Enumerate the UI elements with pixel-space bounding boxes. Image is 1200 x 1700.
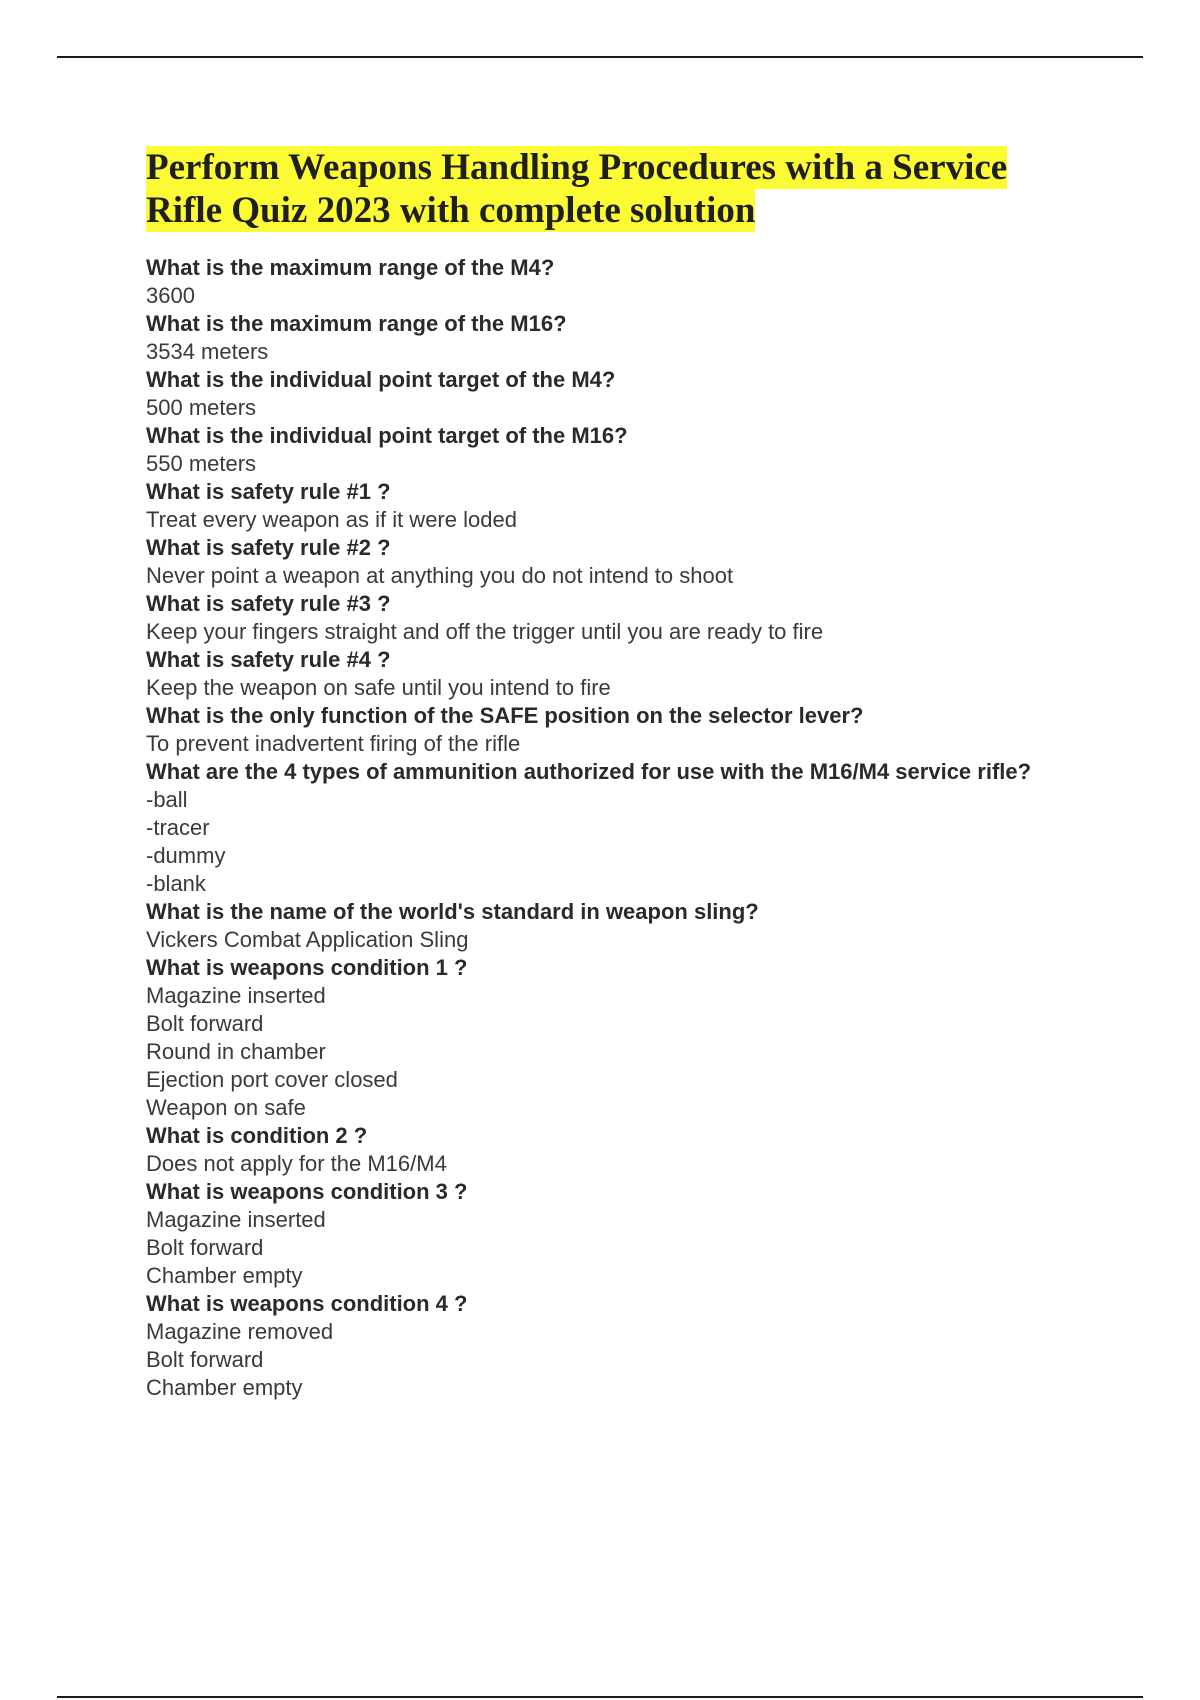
answer-line: Ejection port cover closed — [146, 1067, 398, 1092]
question: What is weapons condition 4 ? — [146, 1291, 468, 1316]
title-highlight: Perform Weapons Handling Procedures with a Service Rifle Quiz 2023 with complete solution — [146, 147, 1008, 231]
answer-line: Does not apply for the M16/M4 — [146, 1151, 447, 1176]
question: What is weapons condition 3 ? — [146, 1179, 468, 1204]
answer-line: Never point a weapon at anything you do not intend to shoot — [146, 563, 734, 588]
qa-list — [146, 254, 1086, 1402]
question: What is weapons condition 1 ? — [146, 955, 468, 980]
question: What is safety rule #3 ? — [146, 591, 391, 616]
answer-line: Treat every weapon as if it were loded — [146, 507, 517, 532]
answer-line: Magazine inserted — [146, 1207, 326, 1232]
answer-line: Bolt forward — [146, 1235, 264, 1260]
answer-line: 3600 — [146, 283, 195, 308]
question: What is the name of the world's standard in weapon sling? — [146, 899, 759, 924]
question: What is safety rule #2 ? — [146, 535, 391, 560]
question: What is safety rule #1 ? — [146, 479, 391, 504]
answer-line: Round in chamber — [146, 1039, 326, 1064]
answer-line: Weapon on safe — [146, 1095, 306, 1120]
question: What is the maximum range of the M4? — [146, 255, 555, 280]
answer-line: -dummy — [146, 843, 226, 868]
answer-line: Chamber empty — [146, 1375, 303, 1400]
question: What is the maximum range of the M16? — [146, 311, 567, 336]
bottom-rule — [57, 1696, 1143, 1698]
answer-line: Chamber empty — [146, 1263, 303, 1288]
document-body — [146, 146, 1086, 1402]
answer-line: Keep your fingers straight and off the trigger until you are ready to fire — [146, 619, 824, 644]
question: What is safety rule #4 ? — [146, 647, 391, 672]
document-title — [146, 146, 1086, 232]
answer-line: Bolt forward — [146, 1347, 264, 1372]
answer-line: -blank — [146, 871, 206, 896]
answer-line: -ball — [146, 787, 188, 812]
answer-line: Bolt forward — [146, 1011, 264, 1036]
question: What is the individual point target of the M16? — [146, 423, 628, 448]
answer-line: -tracer — [146, 815, 210, 840]
question: What is the individual point target of the M4? — [146, 367, 616, 392]
question: What is condition 2 ? — [146, 1123, 368, 1148]
answer-line: Magazine inserted — [146, 983, 326, 1008]
answer-line: Vickers Combat Application Sling — [146, 927, 469, 952]
top-rule — [57, 56, 1143, 58]
answer-line: Magazine removed — [146, 1319, 334, 1344]
question: What is the only function of the SAFE position on the selector lever? — [146, 703, 864, 728]
question: What are the 4 types of ammunition authorized for use with the M16/M4 service rifle? — [146, 759, 1032, 784]
answer-line: To prevent inadvertent firing of the rifle — [146, 731, 521, 756]
answer-line: 550 meters — [146, 451, 257, 476]
answer-line: Keep the weapon on safe until you intend to fire — [146, 675, 611, 700]
answer-line: 500 meters — [146, 395, 257, 420]
answer-line: 3534 meters — [146, 339, 269, 364]
